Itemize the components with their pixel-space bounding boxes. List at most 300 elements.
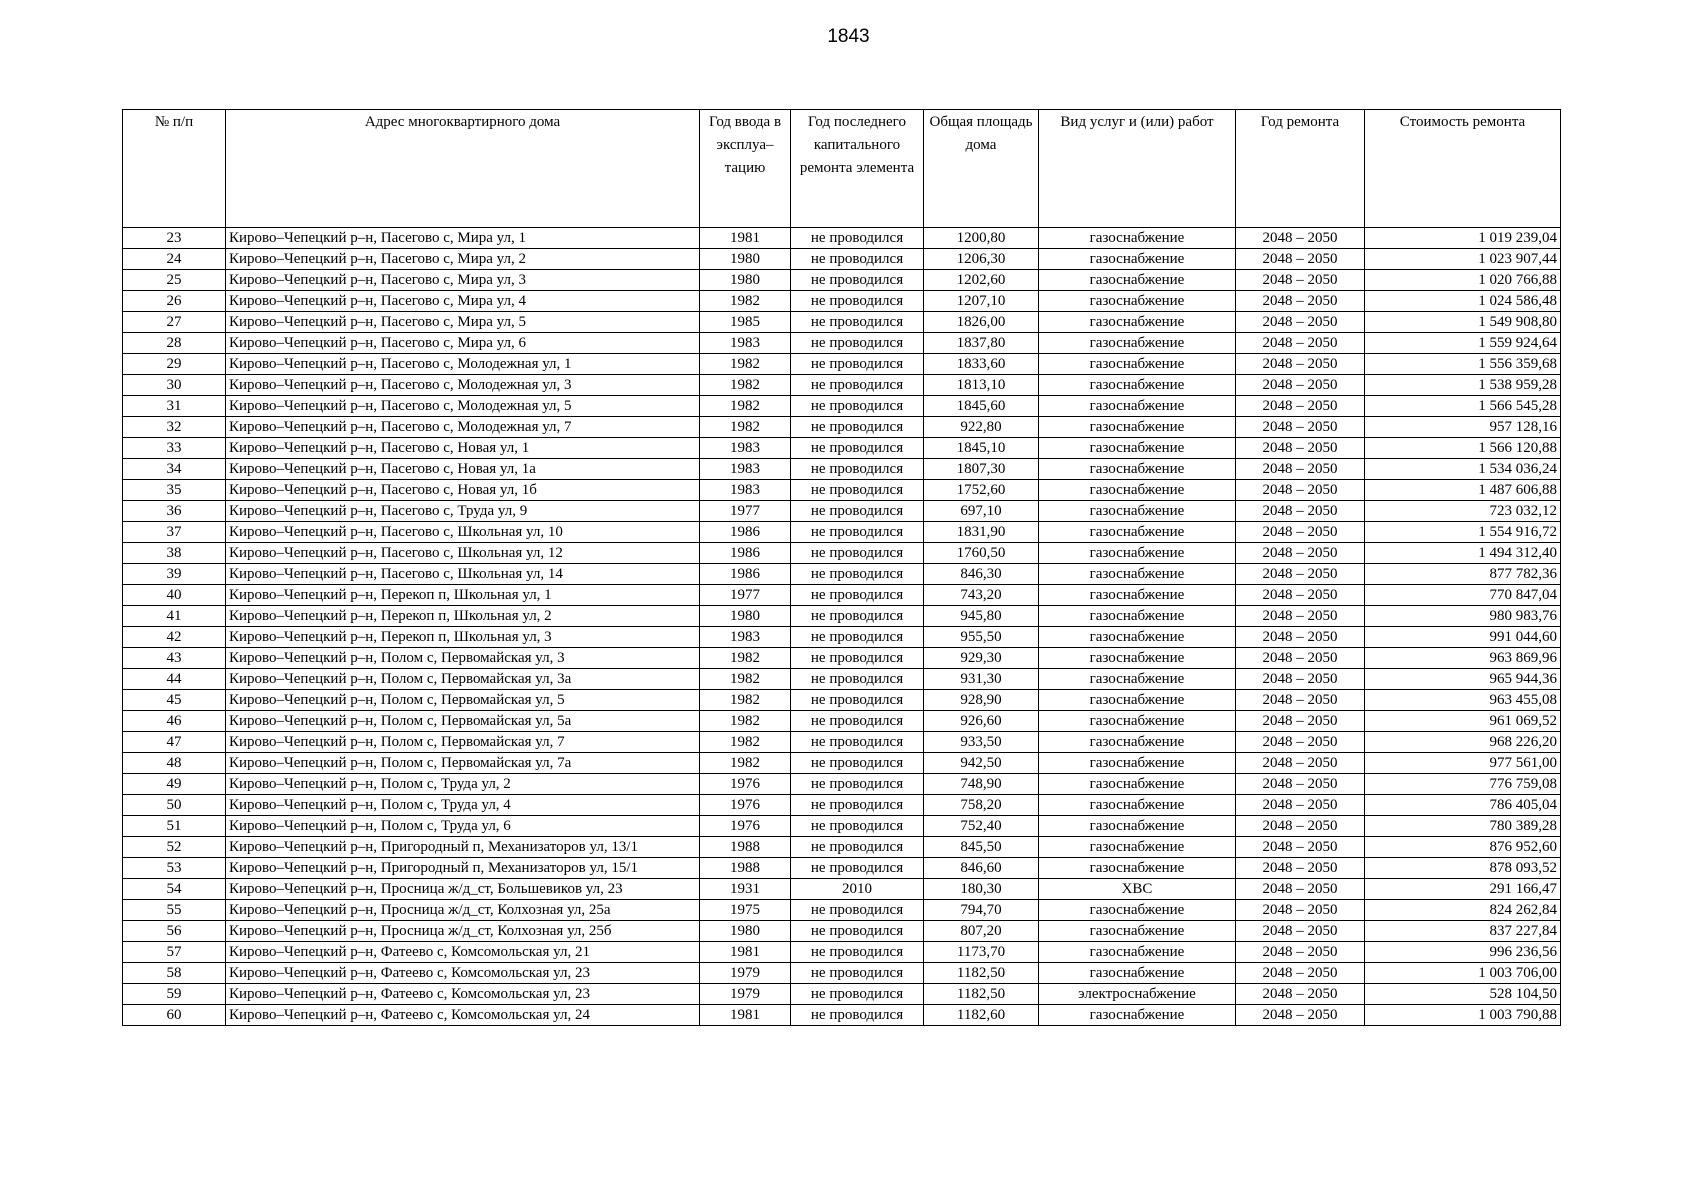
- work-type-cell: газоснабжение: [1039, 501, 1236, 522]
- repair-years-cell: 2048 – 2050: [1236, 669, 1365, 690]
- table-row: [123, 669, 1561, 690]
- cost-cell: 1 487 606,88: [1365, 480, 1561, 501]
- area-cell: 942,50: [924, 753, 1039, 774]
- commission-year-cell: 1980: [700, 270, 791, 291]
- work-type-cell: газоснабжение: [1039, 774, 1236, 795]
- table-row: [123, 1005, 1561, 1026]
- work-type-cell: газоснабжение: [1039, 648, 1236, 669]
- last-repair-cell: не проводился: [791, 501, 924, 522]
- repair-years-cell: 2048 – 2050: [1236, 312, 1365, 333]
- cost-cell: 837 227,84: [1365, 921, 1561, 942]
- repair-years-cell: 2048 – 2050: [1236, 753, 1365, 774]
- table-row: [123, 459, 1561, 480]
- work-type-cell: газоснабжение: [1039, 963, 1236, 984]
- work-type-cell: газоснабжение: [1039, 606, 1236, 627]
- work-type-cell: газоснабжение: [1039, 480, 1236, 501]
- address-cell: Кирово–Чепецкий р–н, Пасегово с, Мира ул, 3: [226, 270, 700, 291]
- last-repair-cell: не проводился: [791, 228, 924, 249]
- cost-cell: 878 093,52: [1365, 858, 1561, 879]
- commission-year-cell: 1980: [700, 921, 791, 942]
- last-repair-cell: не проводился: [791, 312, 924, 333]
- address-cell: Кирово–Чепецкий р–н, Полом с, Первомайская ул, 5а: [226, 711, 700, 732]
- row-number-cell: 23: [123, 228, 226, 249]
- commission-year-cell: 1986: [700, 564, 791, 585]
- commission-year-cell: 1982: [700, 354, 791, 375]
- cost-cell: 957 128,16: [1365, 417, 1561, 438]
- last-repair-cell: не проводился: [791, 438, 924, 459]
- cost-cell: 1 020 766,88: [1365, 270, 1561, 291]
- last-repair-cell: не проводился: [791, 774, 924, 795]
- repair-years-cell: 2048 – 2050: [1236, 1005, 1365, 1026]
- work-type-cell: газоснабжение: [1039, 711, 1236, 732]
- area-cell: 1182,50: [924, 984, 1039, 1005]
- address-cell: Кирово–Чепецкий р–н, Пасегово с, Школьная ул, 10: [226, 522, 700, 543]
- last-repair-cell: не проводился: [791, 837, 924, 858]
- row-number-cell: 37: [123, 522, 226, 543]
- work-type-cell: газоснабжение: [1039, 228, 1236, 249]
- row-number-cell: 43: [123, 648, 226, 669]
- work-type-cell: газоснабжение: [1039, 690, 1236, 711]
- work-type-cell: газоснабжение: [1039, 1005, 1236, 1026]
- repair-years-cell: 2048 – 2050: [1236, 942, 1365, 963]
- last-repair-cell: не проводился: [791, 459, 924, 480]
- table-body: [123, 228, 1561, 1026]
- commission-year-cell: 1979: [700, 984, 791, 1005]
- address-cell: Кирово–Чепецкий р–н, Пасегово с, Мира ул, 6: [226, 333, 700, 354]
- address-cell: Кирово–Чепецкий р–н, Пасегово с, Школьная ул, 12: [226, 543, 700, 564]
- cost-cell: 977 561,00: [1365, 753, 1561, 774]
- repair-years-cell: 2048 – 2050: [1236, 879, 1365, 900]
- address-cell: Кирово–Чепецкий р–н, Пасегово с, Новая ул, 1: [226, 438, 700, 459]
- area-cell: 180,30: [924, 879, 1039, 900]
- repair-years-cell: 2048 – 2050: [1236, 354, 1365, 375]
- address-cell: Кирово–Чепецкий р–н, Полом с, Первомайская ул, 3: [226, 648, 700, 669]
- commission-year-cell: 1981: [700, 942, 791, 963]
- table-row: [123, 585, 1561, 606]
- work-type-cell: газоснабжение: [1039, 732, 1236, 753]
- area-cell: 922,80: [924, 417, 1039, 438]
- cost-cell: 961 069,52: [1365, 711, 1561, 732]
- last-repair-cell: не проводился: [791, 396, 924, 417]
- cost-cell: 963 869,96: [1365, 648, 1561, 669]
- table-row: [123, 270, 1561, 291]
- row-number-cell: 57: [123, 942, 226, 963]
- row-number-cell: 38: [123, 543, 226, 564]
- address-cell: Кирово–Чепецкий р–н, Перекоп п, Школьная ул, 2: [226, 606, 700, 627]
- work-type-cell: газоснабжение: [1039, 564, 1236, 585]
- table-row: [123, 900, 1561, 921]
- repair-years-cell: 2048 – 2050: [1236, 417, 1365, 438]
- address-cell: Кирово–Чепецкий р–н, Просница ж/д_ст, Колхозная ул, 25б: [226, 921, 700, 942]
- commission-year-cell: 1982: [700, 375, 791, 396]
- area-cell: 794,70: [924, 900, 1039, 921]
- work-type-cell: газоснабжение: [1039, 795, 1236, 816]
- row-number-cell: 30: [123, 375, 226, 396]
- row-number-cell: 27: [123, 312, 226, 333]
- last-repair-cell: не проводился: [791, 732, 924, 753]
- commission-year-cell: 1981: [700, 1005, 791, 1026]
- address-cell: Кирово–Чепецкий р–н, Полом с, Труда ул, 4: [226, 795, 700, 816]
- last-repair-cell: не проводился: [791, 585, 924, 606]
- address-cell: Кирово–Чепецкий р–н, Полом с, Первомайская ул, 7а: [226, 753, 700, 774]
- area-cell: 1207,10: [924, 291, 1039, 312]
- last-repair-cell: не проводился: [791, 522, 924, 543]
- area-cell: 846,30: [924, 564, 1039, 585]
- cost-cell: 770 847,04: [1365, 585, 1561, 606]
- area-cell: 1760,50: [924, 543, 1039, 564]
- row-number-cell: 32: [123, 417, 226, 438]
- row-number-cell: 51: [123, 816, 226, 837]
- repair-years-cell: 2048 – 2050: [1236, 270, 1365, 291]
- address-cell: Кирово–Чепецкий р–н, Фатеево с, Комсомольская ул, 24: [226, 1005, 700, 1026]
- area-cell: 846,60: [924, 858, 1039, 879]
- table-header-row: [123, 110, 1561, 228]
- table-row: [123, 522, 1561, 543]
- cost-cell: 980 983,76: [1365, 606, 1561, 627]
- row-number-cell: 56: [123, 921, 226, 942]
- commission-year-cell: 1982: [700, 396, 791, 417]
- cost-cell: 877 782,36: [1365, 564, 1561, 585]
- address-cell: Кирово–Чепецкий р–н, Фатеево с, Комсомольская ул, 23: [226, 984, 700, 1005]
- last-repair-cell: не проводился: [791, 900, 924, 921]
- table-row: [123, 543, 1561, 564]
- row-number-cell: 53: [123, 858, 226, 879]
- work-type-cell: газоснабжение: [1039, 396, 1236, 417]
- row-number-cell: 34: [123, 459, 226, 480]
- address-cell: Кирово–Чепецкий р–н, Перекоп п, Школьная ул, 1: [226, 585, 700, 606]
- table-row: [123, 963, 1561, 984]
- table-row: [123, 480, 1561, 501]
- address-cell: Кирово–Чепецкий р–н, Пригородный п, Механизаторов ул, 15/1: [226, 858, 700, 879]
- area-cell: 945,80: [924, 606, 1039, 627]
- repair-years-cell: 2048 – 2050: [1236, 816, 1365, 837]
- area-cell: 1837,80: [924, 333, 1039, 354]
- row-number-cell: 55: [123, 900, 226, 921]
- address-cell: Кирово–Чепецкий р–н, Пасегово с, Новая ул, 1а: [226, 459, 700, 480]
- header-repair-cost: Стоимость ремонта: [1365, 110, 1561, 228]
- row-number-cell: 29: [123, 354, 226, 375]
- row-number-cell: 60: [123, 1005, 226, 1026]
- last-repair-cell: не проводился: [791, 417, 924, 438]
- page-number: 1843: [827, 26, 870, 47]
- work-type-cell: газоснабжение: [1039, 291, 1236, 312]
- area-cell: 1202,60: [924, 270, 1039, 291]
- cost-cell: 1 549 908,80: [1365, 312, 1561, 333]
- table-row: [123, 942, 1561, 963]
- commission-year-cell: 1982: [700, 732, 791, 753]
- last-repair-cell: не проводился: [791, 1005, 924, 1026]
- last-repair-cell: не проводился: [791, 333, 924, 354]
- address-cell: Кирово–Чепецкий р–н, Полом с, Труда ул, 6: [226, 816, 700, 837]
- row-number-cell: 33: [123, 438, 226, 459]
- area-cell: 748,90: [924, 774, 1039, 795]
- table-row: [123, 795, 1561, 816]
- repair-years-cell: 2048 – 2050: [1236, 795, 1365, 816]
- area-cell: 1833,60: [924, 354, 1039, 375]
- address-cell: Кирово–Чепецкий р–н, Пасегово с, Школьная ул, 14: [226, 564, 700, 585]
- address-cell: Кирово–Чепецкий р–н, Пасегово с, Мира ул, 5: [226, 312, 700, 333]
- row-number-cell: 52: [123, 837, 226, 858]
- commission-year-cell: 1988: [700, 858, 791, 879]
- table-row: [123, 627, 1561, 648]
- cost-cell: 786 405,04: [1365, 795, 1561, 816]
- work-type-cell: газоснабжение: [1039, 753, 1236, 774]
- address-cell: Кирово–Чепецкий р–н, Перекоп п, Школьная ул, 3: [226, 627, 700, 648]
- repair-years-cell: 2048 – 2050: [1236, 291, 1365, 312]
- table-row: [123, 354, 1561, 375]
- repair-years-cell: 2048 – 2050: [1236, 900, 1365, 921]
- work-type-cell: газоснабжение: [1039, 312, 1236, 333]
- last-repair-cell: не проводился: [791, 627, 924, 648]
- repair-years-cell: 2048 – 2050: [1236, 228, 1365, 249]
- address-cell: Кирово–Чепецкий р–н, Фатеево с, Комсомольская ул, 23: [226, 963, 700, 984]
- repair-years-cell: 2048 – 2050: [1236, 543, 1365, 564]
- repair-years-cell: 2048 – 2050: [1236, 627, 1365, 648]
- cost-cell: 1 538 959,28: [1365, 375, 1561, 396]
- work-type-cell: газоснабжение: [1039, 333, 1236, 354]
- area-cell: 955,50: [924, 627, 1039, 648]
- address-cell: Кирово–Чепецкий р–н, Пасегово с, Молодежная ул, 3: [226, 375, 700, 396]
- last-repair-cell: не проводился: [791, 921, 924, 942]
- cost-cell: 965 944,36: [1365, 669, 1561, 690]
- table-row: [123, 249, 1561, 270]
- work-type-cell: газоснабжение: [1039, 522, 1236, 543]
- area-cell: 758,20: [924, 795, 1039, 816]
- last-repair-cell: не проводился: [791, 711, 924, 732]
- row-number-cell: 40: [123, 585, 226, 606]
- header-address: Адрес многоквартирного дома: [226, 110, 700, 228]
- area-cell: 1200,80: [924, 228, 1039, 249]
- table-row: [123, 858, 1561, 879]
- area-cell: 926,60: [924, 711, 1039, 732]
- repair-years-cell: 2048 – 2050: [1236, 438, 1365, 459]
- address-cell: Кирово–Чепецкий р–н, Пасегово с, Молодежная ул, 5: [226, 396, 700, 417]
- commission-year-cell: 1983: [700, 333, 791, 354]
- table-row: [123, 648, 1561, 669]
- repair-years-cell: 2048 – 2050: [1236, 459, 1365, 480]
- address-cell: Кирово–Чепецкий р–н, Полом с, Труда ул, 2: [226, 774, 700, 795]
- address-cell: Кирово–Чепецкий р–н, Полом с, Первомайская ул, 5: [226, 690, 700, 711]
- last-repair-cell: не проводился: [791, 648, 924, 669]
- commission-year-cell: 1982: [700, 690, 791, 711]
- area-cell: 1206,30: [924, 249, 1039, 270]
- row-number-cell: 28: [123, 333, 226, 354]
- work-type-cell: газоснабжение: [1039, 900, 1236, 921]
- area-cell: 933,50: [924, 732, 1039, 753]
- row-number-cell: 54: [123, 879, 226, 900]
- cost-cell: 968 226,20: [1365, 732, 1561, 753]
- repair-schedule-table: [122, 109, 1561, 1026]
- address-cell: Кирово–Чепецкий р–н, Пасегово с, Новая ул, 1б: [226, 480, 700, 501]
- work-type-cell: газоснабжение: [1039, 942, 1236, 963]
- cost-cell: 996 236,56: [1365, 942, 1561, 963]
- table-row: [123, 774, 1561, 795]
- header-last-repair-year: Год последнего капитального ремонта элемента: [791, 110, 924, 228]
- header-repair-years: Год ремонта: [1236, 110, 1365, 228]
- repair-years-cell: 2048 – 2050: [1236, 774, 1365, 795]
- commission-year-cell: 1977: [700, 501, 791, 522]
- table-row: [123, 438, 1561, 459]
- table-row: [123, 732, 1561, 753]
- table-row: [123, 984, 1561, 1005]
- repair-years-cell: 2048 – 2050: [1236, 522, 1365, 543]
- header-row-number: № п/п: [123, 110, 226, 228]
- cost-cell: 1 559 924,64: [1365, 333, 1561, 354]
- commission-year-cell: 1931: [700, 879, 791, 900]
- cost-cell: 991 044,60: [1365, 627, 1561, 648]
- commission-year-cell: 1979: [700, 963, 791, 984]
- area-cell: 1826,00: [924, 312, 1039, 333]
- address-cell: Кирово–Чепецкий р–н, Пасегово с, Мира ул, 4: [226, 291, 700, 312]
- commission-year-cell: 1982: [700, 291, 791, 312]
- table-row: [123, 396, 1561, 417]
- commission-year-cell: 1977: [700, 585, 791, 606]
- address-cell: Кирово–Чепецкий р–н, Пасегово с, Молодежная ул, 1: [226, 354, 700, 375]
- area-cell: 929,30: [924, 648, 1039, 669]
- area-cell: 752,40: [924, 816, 1039, 837]
- last-repair-cell: 2010: [791, 879, 924, 900]
- area-cell: 1182,60: [924, 1005, 1039, 1026]
- work-type-cell: газоснабжение: [1039, 669, 1236, 690]
- address-cell: Кирово–Чепецкий р–н, Полом с, Первомайская ул, 3а: [226, 669, 700, 690]
- row-number-cell: 24: [123, 249, 226, 270]
- area-cell: 1831,90: [924, 522, 1039, 543]
- table-row: [123, 375, 1561, 396]
- table-row: [123, 753, 1561, 774]
- commission-year-cell: 1983: [700, 480, 791, 501]
- work-type-cell: газоснабжение: [1039, 438, 1236, 459]
- area-cell: 697,10: [924, 501, 1039, 522]
- last-repair-cell: не проводился: [791, 564, 924, 585]
- row-number-cell: 44: [123, 669, 226, 690]
- row-number-cell: 48: [123, 753, 226, 774]
- area-cell: 1182,50: [924, 963, 1039, 984]
- cost-cell: 1 023 907,44: [1365, 249, 1561, 270]
- work-type-cell: газоснабжение: [1039, 249, 1236, 270]
- cost-cell: 824 262,84: [1365, 900, 1561, 921]
- last-repair-cell: не проводился: [791, 375, 924, 396]
- last-repair-cell: не проводился: [791, 354, 924, 375]
- table-row: [123, 606, 1561, 627]
- area-cell: 928,90: [924, 690, 1039, 711]
- row-number-cell: 41: [123, 606, 226, 627]
- commission-year-cell: 1982: [700, 753, 791, 774]
- commission-year-cell: 1982: [700, 648, 791, 669]
- repair-years-cell: 2048 – 2050: [1236, 963, 1365, 984]
- work-type-cell: газоснабжение: [1039, 354, 1236, 375]
- table-row: [123, 501, 1561, 522]
- commission-year-cell: 1988: [700, 837, 791, 858]
- commission-year-cell: 1975: [700, 900, 791, 921]
- last-repair-cell: не проводился: [791, 984, 924, 1005]
- row-number-cell: 42: [123, 627, 226, 648]
- address-cell: Кирово–Чепецкий р–н, Пасегово с, Молодежная ул, 7: [226, 417, 700, 438]
- row-number-cell: 35: [123, 480, 226, 501]
- commission-year-cell: 1976: [700, 795, 791, 816]
- cost-cell: 528 104,50: [1365, 984, 1561, 1005]
- address-cell: Кирово–Чепецкий р–н, Просница ж/д_ст, Большевиков ул, 23: [226, 879, 700, 900]
- table-row: [123, 690, 1561, 711]
- last-repair-cell: не проводился: [791, 606, 924, 627]
- address-cell: Кирово–Чепецкий р–н, Фатеево с, Комсомольская ул, 21: [226, 942, 700, 963]
- repair-years-cell: 2048 – 2050: [1236, 711, 1365, 732]
- row-number-cell: 25: [123, 270, 226, 291]
- work-type-cell: электроснабжение: [1039, 984, 1236, 1005]
- cost-cell: 291 166,47: [1365, 879, 1561, 900]
- cost-cell: 1 566 120,88: [1365, 438, 1561, 459]
- work-type-cell: газоснабжение: [1039, 837, 1236, 858]
- last-repair-cell: не проводился: [791, 942, 924, 963]
- cost-cell: 876 952,60: [1365, 837, 1561, 858]
- last-repair-cell: не проводился: [791, 291, 924, 312]
- row-number-cell: 47: [123, 732, 226, 753]
- repair-years-cell: 2048 – 2050: [1236, 858, 1365, 879]
- work-type-cell: газоснабжение: [1039, 585, 1236, 606]
- commission-year-cell: 1982: [700, 417, 791, 438]
- header-commission-year: Год ввода в эксплуа– тацию: [700, 110, 791, 228]
- cost-cell: 1 003 790,88: [1365, 1005, 1561, 1026]
- repair-years-cell: 2048 – 2050: [1236, 606, 1365, 627]
- table-row: [123, 711, 1561, 732]
- area-cell: 1807,30: [924, 459, 1039, 480]
- work-type-cell: газоснабжение: [1039, 270, 1236, 291]
- row-number-cell: 58: [123, 963, 226, 984]
- commission-year-cell: 1980: [700, 249, 791, 270]
- work-type-cell: газоснабжение: [1039, 627, 1236, 648]
- address-cell: Кирово–Чепецкий р–н, Пригородный п, Механизаторов ул, 13/1: [226, 837, 700, 858]
- row-number-cell: 39: [123, 564, 226, 585]
- repair-years-cell: 2048 – 2050: [1236, 501, 1365, 522]
- commission-year-cell: 1982: [700, 669, 791, 690]
- row-number-cell: 59: [123, 984, 226, 1005]
- commission-year-cell: 1983: [700, 627, 791, 648]
- area-cell: 1173,70: [924, 942, 1039, 963]
- header-work-type: Вид услуг и (или) работ: [1039, 110, 1236, 228]
- repair-years-cell: 2048 – 2050: [1236, 333, 1365, 354]
- cost-cell: 1 556 359,68: [1365, 354, 1561, 375]
- table-row: [123, 816, 1561, 837]
- commission-year-cell: 1980: [700, 606, 791, 627]
- row-number-cell: 26: [123, 291, 226, 312]
- repair-years-cell: 2048 – 2050: [1236, 564, 1365, 585]
- table-row: [123, 921, 1561, 942]
- commission-year-cell: 1981: [700, 228, 791, 249]
- repair-years-cell: 2048 – 2050: [1236, 648, 1365, 669]
- area-cell: 807,20: [924, 921, 1039, 942]
- work-type-cell: газоснабжение: [1039, 459, 1236, 480]
- last-repair-cell: не проводился: [791, 795, 924, 816]
- cost-cell: 776 759,08: [1365, 774, 1561, 795]
- address-cell: Кирово–Чепецкий р–н, Пасегово с, Мира ул, 2: [226, 249, 700, 270]
- area-cell: 743,20: [924, 585, 1039, 606]
- area-cell: 1813,10: [924, 375, 1039, 396]
- commission-year-cell: 1982: [700, 711, 791, 732]
- repair-years-cell: 2048 – 2050: [1236, 375, 1365, 396]
- table-row: [123, 837, 1561, 858]
- cost-cell: 1 554 916,72: [1365, 522, 1561, 543]
- last-repair-cell: не проводился: [791, 963, 924, 984]
- table-row: [123, 564, 1561, 585]
- address-cell: Кирово–Чепецкий р–н, Пасегово с, Труда ул, 9: [226, 501, 700, 522]
- commission-year-cell: 1976: [700, 774, 791, 795]
- cost-cell: 1 566 545,28: [1365, 396, 1561, 417]
- work-type-cell: газоснабжение: [1039, 375, 1236, 396]
- cost-cell: 780 389,28: [1365, 816, 1561, 837]
- table-row: [123, 312, 1561, 333]
- work-type-cell: газоснабжение: [1039, 858, 1236, 879]
- work-type-cell: ХВС: [1039, 879, 1236, 900]
- work-type-cell: газоснабжение: [1039, 543, 1236, 564]
